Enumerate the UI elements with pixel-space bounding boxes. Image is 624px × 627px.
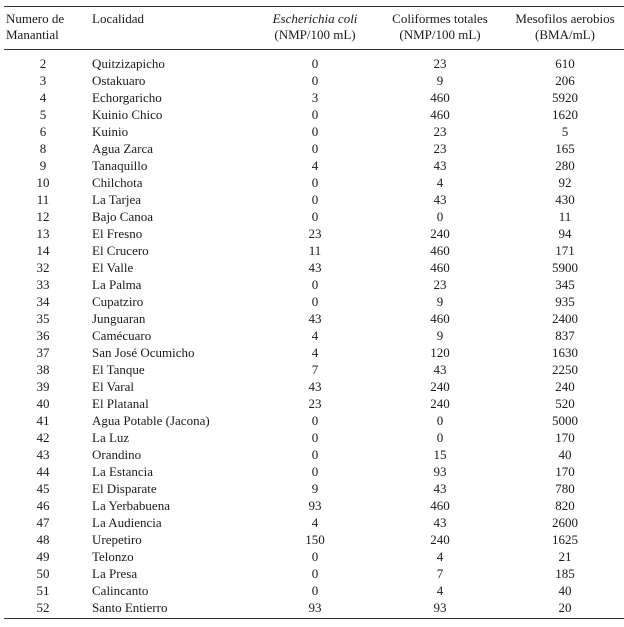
cell-numero: 12 bbox=[36, 209, 50, 224]
spring-water-table bbox=[4, 6, 618, 619]
table-row bbox=[4, 514, 624, 531]
cell-numero: 52 bbox=[4, 599, 82, 619]
cell-ecoli: 150 bbox=[305, 532, 325, 547]
cell-ecoli: 0 bbox=[311, 464, 319, 479]
cell-mesofilos: 345 bbox=[555, 277, 575, 292]
cell-numero: 42 bbox=[36, 430, 50, 445]
cell-numero: 41 bbox=[36, 413, 50, 428]
cell-numero: 14 bbox=[36, 243, 50, 258]
cell-ecoli: 23 bbox=[308, 396, 322, 411]
table-row bbox=[4, 208, 624, 225]
cell-ecoli: 4 bbox=[311, 345, 319, 360]
cell-mesofilos: 40 bbox=[558, 583, 572, 598]
cell-localidad: Telonzo bbox=[92, 549, 134, 564]
table-row bbox=[4, 225, 624, 242]
cell-coliformes: 240 bbox=[430, 532, 450, 547]
cell-localidad: El Tanque bbox=[92, 362, 145, 377]
cell-numero: 36 bbox=[36, 328, 50, 343]
cell-coliformes: 460 bbox=[430, 260, 450, 275]
cell-mesofilos: 206 bbox=[555, 73, 575, 88]
table-row bbox=[4, 123, 624, 140]
cell-coliformes: 460 bbox=[430, 107, 450, 122]
table-row bbox=[4, 480, 624, 497]
cell-localidad: La Palma bbox=[92, 277, 142, 292]
cell-localidad: La Luz bbox=[92, 430, 130, 445]
cell-mesofilos: 1625 bbox=[552, 532, 578, 547]
cell-ecoli: 0 bbox=[311, 447, 319, 462]
cell-numero: 11 bbox=[36, 192, 50, 207]
cell-ecoli: 4 bbox=[311, 515, 319, 530]
cell-numero: 40 bbox=[36, 396, 50, 411]
header-localidad: Localidad bbox=[82, 7, 250, 50]
cell-mesofilos: 185 bbox=[555, 566, 575, 581]
cell-numero: 43 bbox=[36, 447, 50, 462]
cell-localidad: Agua Zarca bbox=[92, 141, 153, 156]
table-row bbox=[4, 157, 624, 174]
table-row bbox=[4, 378, 624, 395]
cell-coliformes: 240 bbox=[430, 379, 450, 394]
cell-ecoli: 0 bbox=[311, 277, 319, 292]
cell-localidad: Urepetiro bbox=[92, 532, 142, 547]
header-numero-line1: Numero de bbox=[6, 11, 65, 26]
cell-ecoli: 0 bbox=[311, 56, 319, 71]
cell-localidad: El Valle bbox=[92, 260, 134, 275]
table-row bbox=[4, 361, 624, 378]
cell-mesofilos: 520 bbox=[555, 396, 575, 411]
cell-localidad: San José Ocumicho bbox=[92, 345, 195, 360]
cell-localidad: Cupatziro bbox=[92, 294, 144, 309]
cell-numero: 38 bbox=[36, 362, 50, 377]
cell-mesofilos: 820 bbox=[555, 498, 575, 513]
cell-numero: 4 bbox=[39, 90, 47, 105]
cell-mesofilos: 171 bbox=[555, 243, 575, 258]
cell-localidad: Agua Potable (Jacona) bbox=[92, 413, 210, 428]
table-row bbox=[4, 293, 624, 310]
cell-ecoli: 0 bbox=[311, 192, 319, 207]
cell-ecoli: 0 bbox=[311, 107, 319, 122]
cell-localidad: El Fresno bbox=[92, 226, 143, 241]
cell-ecoli: 0 bbox=[311, 73, 319, 88]
cell-localidad: Echorgaricho bbox=[92, 90, 162, 105]
cell-ecoli: 4 bbox=[311, 158, 319, 173]
cell-coliformes: 93 bbox=[380, 599, 500, 619]
cell-ecoli: 43 bbox=[308, 311, 322, 326]
cell-mesofilos: 40 bbox=[558, 447, 572, 462]
cell-mesofilos: 240 bbox=[555, 379, 575, 394]
table-row bbox=[4, 50, 624, 73]
cell-coliformes: 23 bbox=[433, 124, 447, 139]
cell-localidad: La Tarjea bbox=[92, 192, 142, 207]
cell-mesofilos: 430 bbox=[555, 192, 575, 207]
table-row bbox=[4, 242, 624, 259]
cell-coliformes: 120 bbox=[430, 345, 450, 360]
cell-ecoli: 0 bbox=[311, 549, 319, 564]
cell-coliformes: 460 bbox=[430, 311, 450, 326]
cell-numero: 39 bbox=[36, 379, 50, 394]
cell-coliformes: 9 bbox=[436, 328, 444, 343]
cell-localidad: El Crucero bbox=[92, 243, 149, 258]
header-coliformes-line1: Coliformes totales bbox=[392, 11, 488, 26]
cell-numero: 44 bbox=[36, 464, 50, 479]
table-row bbox=[4, 446, 624, 463]
cell-ecoli: 0 bbox=[311, 583, 319, 598]
cell-coliformes: 15 bbox=[433, 447, 447, 462]
cell-coliformes: 43 bbox=[433, 515, 447, 530]
cell-localidad: Orandino bbox=[92, 447, 142, 462]
cell-numero: 47 bbox=[36, 515, 50, 530]
header-ecoli-line1: Escherichia coli bbox=[272, 11, 358, 26]
cell-numero: 5 bbox=[39, 107, 47, 122]
cell-mesofilos: 11 bbox=[558, 209, 572, 224]
table-row bbox=[4, 599, 624, 619]
cell-mesofilos: 2400 bbox=[552, 311, 578, 326]
cell-numero: 33 bbox=[36, 277, 50, 292]
table-row bbox=[4, 276, 624, 293]
cell-mesofilos: 2250 bbox=[552, 362, 578, 377]
cell-numero: 13 bbox=[36, 226, 50, 241]
cell-coliformes: 4 bbox=[436, 549, 444, 564]
cell-mesofilos: 5900 bbox=[552, 260, 578, 275]
cell-mesofilos: 165 bbox=[555, 141, 575, 156]
header-ecoli bbox=[250, 7, 380, 50]
table-row bbox=[4, 89, 624, 106]
table-row bbox=[4, 140, 624, 157]
cell-coliformes: 43 bbox=[433, 158, 447, 173]
cell-mesofilos: 837 bbox=[555, 328, 575, 343]
header-numero bbox=[4, 7, 82, 50]
cell-ecoli: 7 bbox=[311, 362, 319, 377]
cell-localidad: El Platanal bbox=[92, 396, 149, 411]
cell-localidad: La Presa bbox=[92, 566, 138, 581]
cell-mesofilos: 780 bbox=[555, 481, 575, 496]
cell-numero: 34 bbox=[36, 294, 50, 309]
cell-coliformes: 460 bbox=[430, 243, 450, 258]
cell-coliformes: 9 bbox=[436, 294, 444, 309]
cell-ecoli: 0 bbox=[311, 124, 319, 139]
cell-ecoli: 0 bbox=[311, 430, 319, 445]
cell-coliformes: 23 bbox=[433, 56, 447, 71]
cell-coliformes: 43 bbox=[433, 362, 447, 377]
cell-coliformes: 0 bbox=[436, 209, 444, 224]
cell-numero: 37 bbox=[36, 345, 50, 360]
cell-mesofilos: 21 bbox=[558, 549, 572, 564]
cell-mesofilos: 610 bbox=[555, 56, 575, 71]
cell-numero: 3 bbox=[39, 73, 47, 88]
header-row bbox=[4, 7, 624, 50]
header-mesofilos bbox=[500, 7, 624, 50]
table-row bbox=[4, 582, 624, 599]
table-row bbox=[4, 412, 624, 429]
cell-mesofilos: 170 bbox=[555, 430, 575, 445]
table-row bbox=[4, 429, 624, 446]
header-ecoli-line2: (NMP/100 mL) bbox=[274, 27, 356, 42]
cell-coliformes: 23 bbox=[433, 141, 447, 156]
cell-coliformes: 7 bbox=[436, 566, 444, 581]
table-row bbox=[4, 548, 624, 565]
cell-numero: 9 bbox=[39, 158, 47, 173]
table-row bbox=[4, 344, 624, 361]
cell-numero: 10 bbox=[36, 175, 50, 190]
header-coliformes bbox=[380, 7, 500, 50]
cell-numero: 46 bbox=[36, 498, 50, 513]
cell-numero: 6 bbox=[39, 124, 47, 139]
cell-ecoli: 11 bbox=[308, 243, 322, 258]
cell-numero: 2 bbox=[39, 56, 47, 71]
cell-localidad: Bajo Canoa bbox=[92, 209, 154, 224]
cell-mesofilos: 20 bbox=[500, 599, 624, 619]
cell-ecoli: 43 bbox=[308, 260, 322, 275]
cell-coliformes: 23 bbox=[433, 277, 447, 292]
table-row bbox=[4, 395, 624, 412]
cell-mesofilos: 5 bbox=[561, 124, 569, 139]
cell-localidad: Santo Entierro bbox=[82, 599, 250, 619]
cell-mesofilos: 170 bbox=[555, 464, 575, 479]
cell-ecoli: 0 bbox=[311, 294, 319, 309]
cell-localidad: Calincanto bbox=[92, 583, 149, 598]
table-row bbox=[4, 531, 624, 548]
cell-localidad: La Audiencia bbox=[92, 515, 162, 530]
cell-coliformes: 43 bbox=[433, 481, 447, 496]
cell-mesofilos: 1620 bbox=[552, 107, 578, 122]
header-mesofilos-line2: (BMA/mL) bbox=[535, 27, 595, 42]
cell-mesofilos: 94 bbox=[558, 226, 572, 241]
cell-coliformes: 4 bbox=[436, 583, 444, 598]
table-row bbox=[4, 72, 624, 89]
table-row bbox=[4, 174, 624, 191]
cell-ecoli: 93 bbox=[250, 599, 380, 619]
cell-localidad: Ostakuaro bbox=[92, 73, 146, 88]
cell-mesofilos: 5000 bbox=[552, 413, 578, 428]
cell-numero: 32 bbox=[36, 260, 50, 275]
cell-coliformes: 43 bbox=[433, 192, 447, 207]
cell-coliformes: 0 bbox=[436, 430, 444, 445]
cell-coliformes: 460 bbox=[430, 90, 450, 105]
cell-coliformes: 0 bbox=[436, 413, 444, 428]
cell-numero: 50 bbox=[36, 566, 50, 581]
table-row bbox=[4, 191, 624, 208]
cell-ecoli: 0 bbox=[311, 413, 319, 428]
cell-numero: 8 bbox=[39, 141, 47, 156]
cell-localidad: Tanaquillo bbox=[92, 158, 148, 173]
cell-numero: 49 bbox=[36, 549, 50, 564]
cell-mesofilos: 5920 bbox=[552, 90, 578, 105]
cell-ecoli: 0 bbox=[311, 141, 319, 156]
cell-localidad: Quitzizapicho bbox=[92, 56, 165, 71]
cell-coliformes: 4 bbox=[436, 175, 444, 190]
table-row bbox=[4, 327, 624, 344]
cell-ecoli: 0 bbox=[311, 209, 319, 224]
header-coliformes-line2: (NMP/100 mL) bbox=[399, 27, 481, 42]
cell-mesofilos: 92 bbox=[558, 175, 572, 190]
cell-ecoli: 0 bbox=[311, 566, 319, 581]
cell-localidad: El Varal bbox=[92, 379, 134, 394]
cell-coliformes: 460 bbox=[430, 498, 450, 513]
cell-ecoli: 93 bbox=[308, 498, 322, 513]
cell-numero: 48 bbox=[36, 532, 50, 547]
cell-mesofilos: 1630 bbox=[552, 345, 578, 360]
data-table bbox=[4, 6, 624, 619]
cell-mesofilos: 280 bbox=[555, 158, 575, 173]
cell-ecoli: 43 bbox=[308, 379, 322, 394]
cell-localidad: El Disparate bbox=[92, 481, 157, 496]
cell-localidad: Chilchota bbox=[92, 175, 143, 190]
cell-numero: 45 bbox=[36, 481, 50, 496]
cell-mesofilos: 935 bbox=[555, 294, 575, 309]
cell-localidad: Kuinio Chico bbox=[92, 107, 163, 122]
cell-ecoli: 23 bbox=[308, 226, 322, 241]
cell-ecoli: 9 bbox=[311, 481, 319, 496]
table-row bbox=[4, 463, 624, 480]
cell-ecoli: 4 bbox=[311, 328, 319, 343]
table-header bbox=[4, 7, 624, 50]
table-row bbox=[4, 310, 624, 327]
table-row bbox=[4, 259, 624, 276]
cell-localidad: Kuinio bbox=[92, 124, 129, 139]
cell-localidad: Camécuaro bbox=[92, 328, 152, 343]
cell-localidad: La Yerbabuena bbox=[92, 498, 170, 513]
table-body bbox=[4, 50, 624, 619]
cell-coliformes: 240 bbox=[430, 226, 450, 241]
cell-ecoli: 3 bbox=[311, 90, 319, 105]
header-mesofilos-line1: Mesofilos aerobios bbox=[515, 11, 615, 26]
cell-mesofilos: 2600 bbox=[552, 515, 578, 530]
header-numero-line2: Manantial bbox=[6, 27, 59, 42]
cell-localidad: Junguaran bbox=[92, 311, 146, 326]
cell-coliformes: 93 bbox=[433, 464, 447, 479]
cell-coliformes: 240 bbox=[430, 396, 450, 411]
table-row bbox=[4, 565, 624, 582]
table-row bbox=[4, 497, 624, 514]
cell-localidad: La Estancia bbox=[92, 464, 153, 479]
cell-coliformes: 9 bbox=[436, 73, 444, 88]
cell-numero: 51 bbox=[36, 583, 50, 598]
table-row bbox=[4, 106, 624, 123]
cell-ecoli: 0 bbox=[311, 175, 319, 190]
cell-numero: 35 bbox=[36, 311, 50, 326]
